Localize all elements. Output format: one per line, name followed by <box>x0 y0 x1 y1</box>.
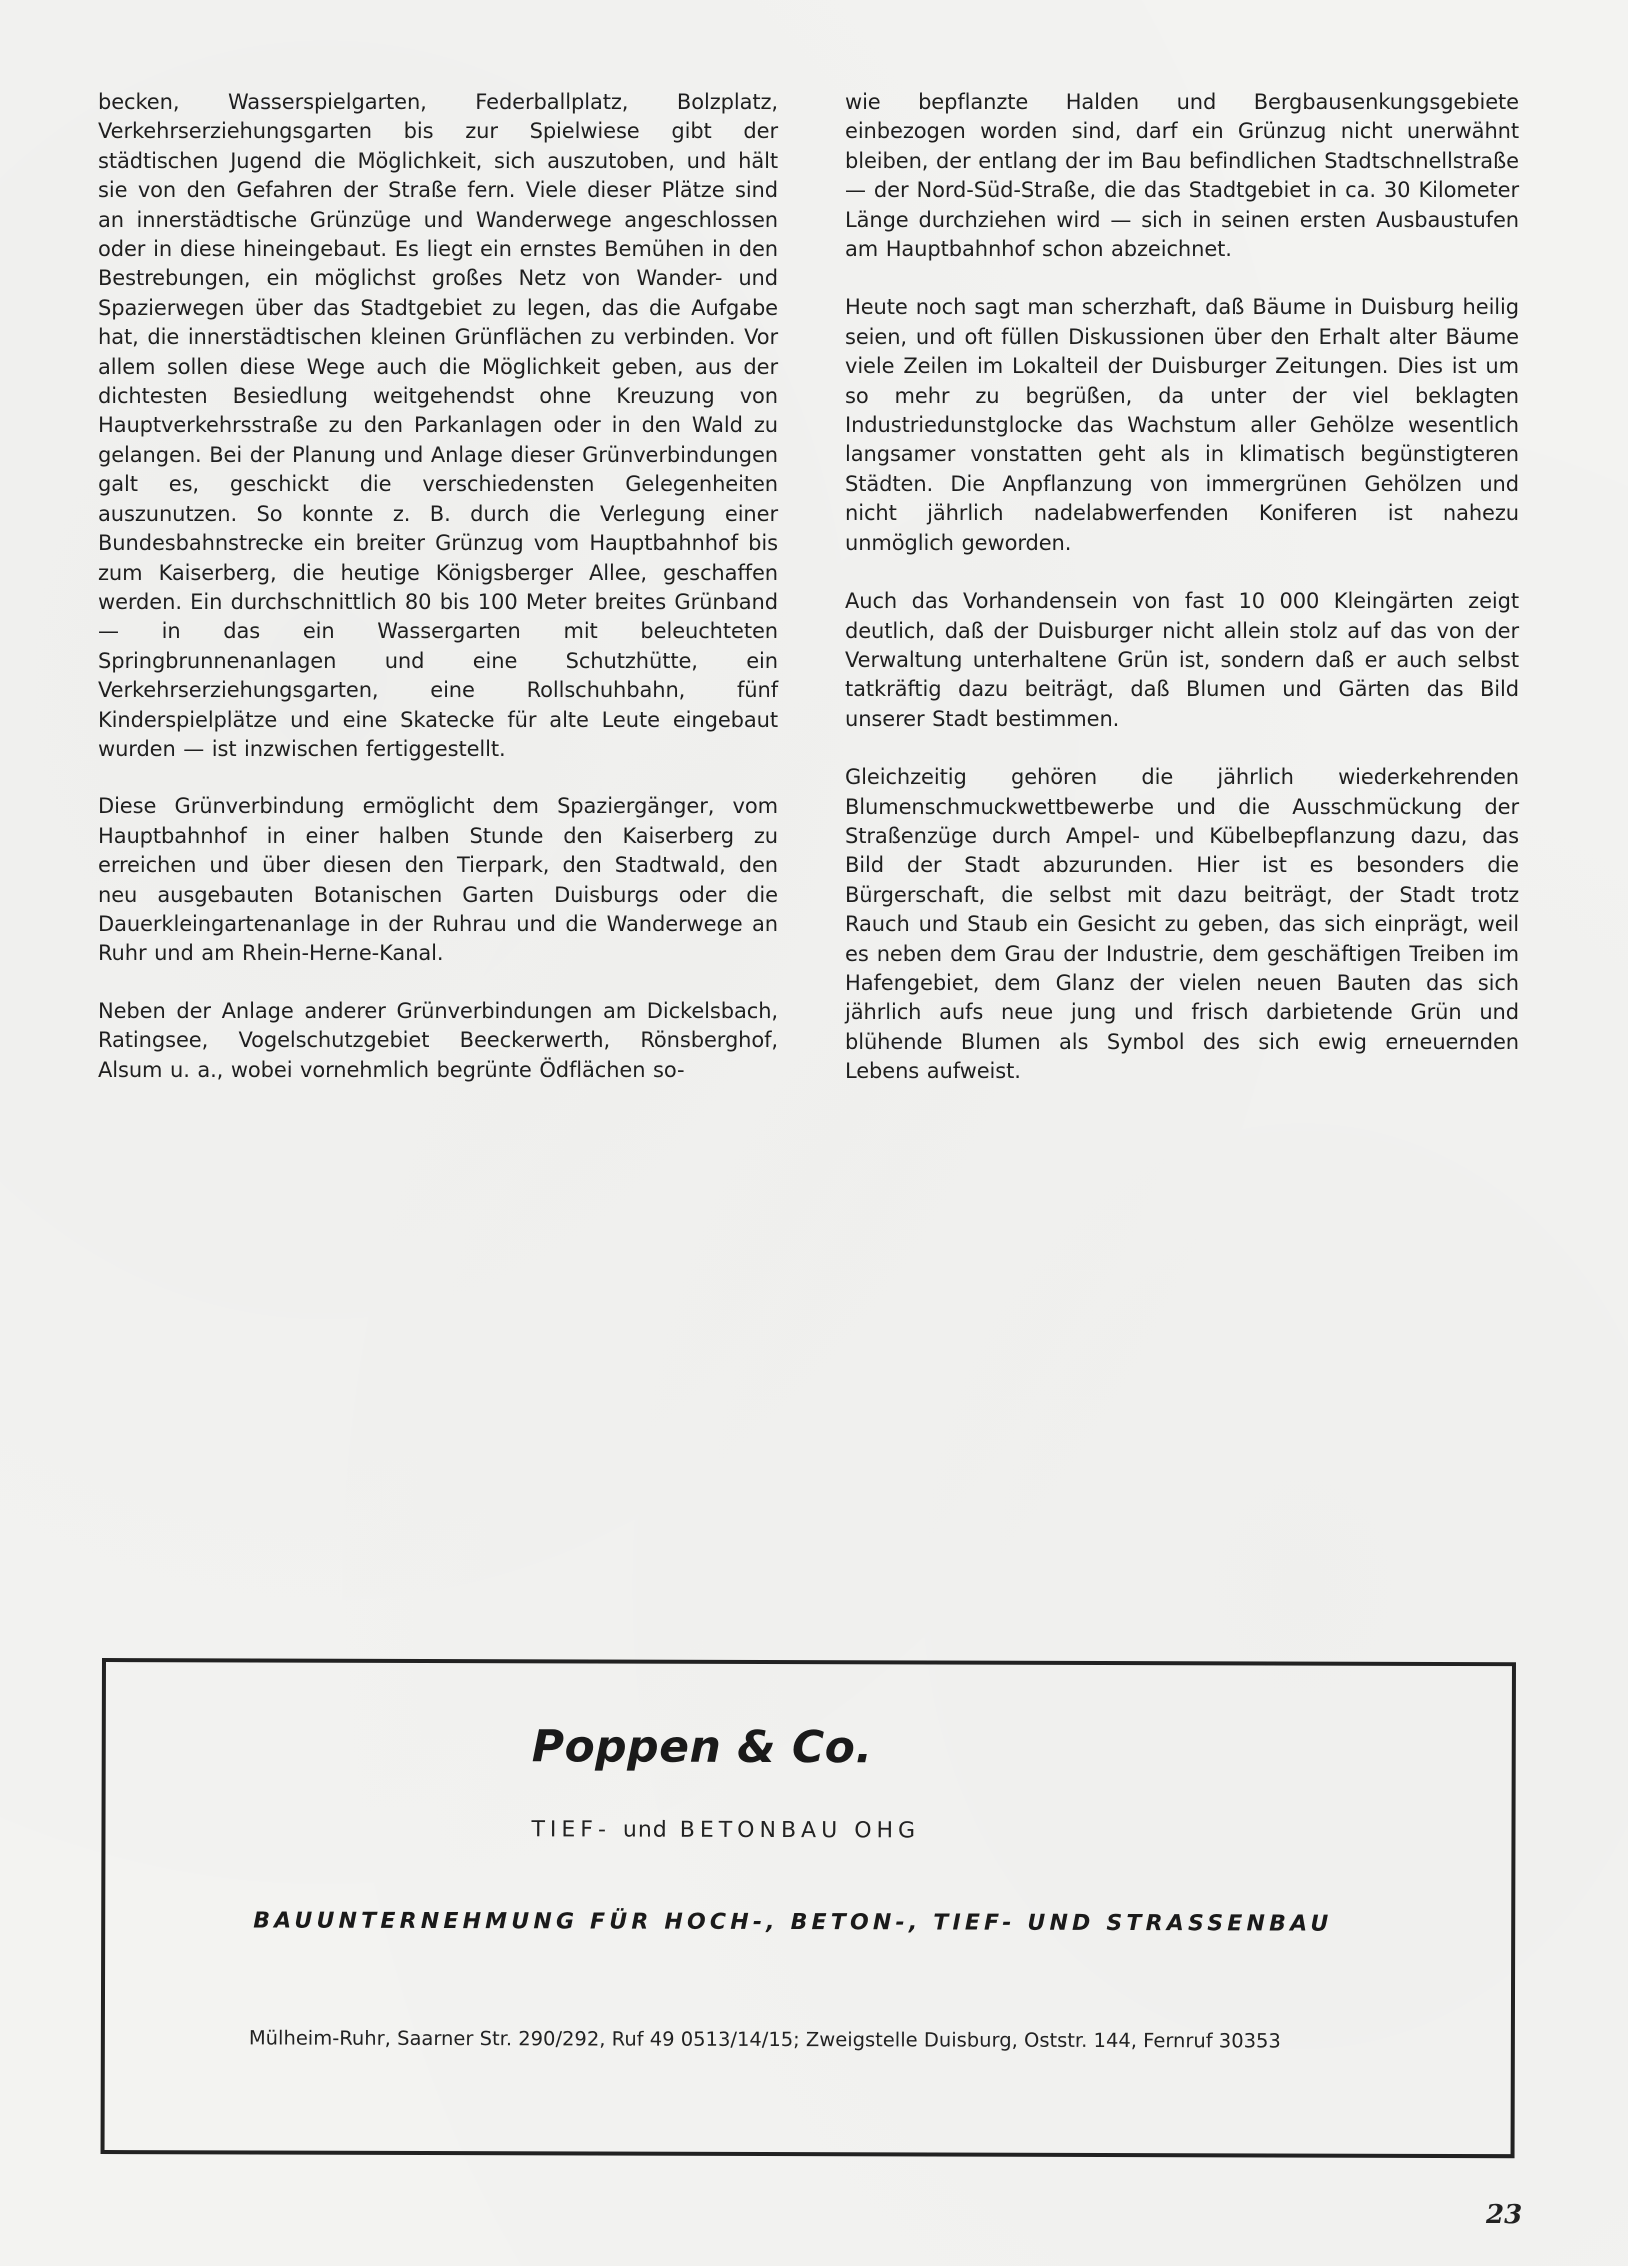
ad-company-name: Poppen & Co. <box>531 1721 873 1774</box>
ad-tagline: BAUUNTERNEHMUNG FÜR HOCH-, BETON-, TIEF- UND STRASSENBAU <box>253 1908 1333 1937</box>
left-text-column <box>98 88 778 1085</box>
ad-subtitle <box>531 1817 920 1843</box>
paragraph: Gleichzeitig gehören die jährlich wiederkehrenden Blumenschmuckwettbewerbe und die Ausschmückung der Straßenzüge durch Ampel- und Kübelbepflanzung dazu, das Bild der Stadt abzurunden. Hier ist es besonders die Bürgerschaft, die selbst mit dazu beiträgt, der Stadt trotz Rauch und Staub ein Gesicht zu geben, das sich einprägt, weil es neben dem Grau der Industrie, dem geschäftigen Treiben im Hafengebiet, dem Glanz der vielen neuen Bauten das sich jährlich aufs neue jung und frisch darbietende Grün und blühende Blumen als Symbol des sich ewig erneuernden Lebens aufweist. <box>845 765 1519 1084</box>
right-text-column <box>845 88 1519 1087</box>
advertisement-box <box>101 1658 1516 2158</box>
paragraph: Auch das Vorhandensein von fast 10 000 Kleingärten zeigt deutlich, daß der Duisburger nicht allein stolz auf das von der Verwaltung unterhaltene Grün ist, sondern daß er auch selbst tatkräftig dazu beiträgt, daß Blumen und Gärten das Bild unserer Stadt bestimmen. <box>845 589 1519 731</box>
paragraph: Diese Grünverbindung ermöglicht dem Spaziergänger, vom Hauptbahnhof in einer halben Stunde den Kaiserberg zu erreichen und über diesen den Tierpark, den Stadtwald, den neu ausgebauten Botanischen Garten Duisburgs oder die Dauerkleingartenanlage in der Ruhrau und die Wanderwege an Ruhr und am Rhein-Herne-Kanal. <box>98 794 778 966</box>
ad-subtitle-part: und <box>622 1817 668 1843</box>
paragraph: becken, Wasserspielgarten, Federballplatz, Bolzplatz, Verkehrserziehungsgarten bis zur Spielwiese gibt der städtischen Jugend die Möglichkeit, sich auszutoben, und hält sie von den Gefahren der Straße fern. Viele dieser Plätze sind an innerstädtische Grünzüge und Wanderwege angeschlossen oder in diese hineingebaut. Es liegt ein ernstes Bemühen in den Bestrebungen, ein möglichst großes Netz von Wander- und Spazierwegen über das Stadtgebiet zu legen, das die Aufgabe hat, die innerstädtischen kleinen Grünflächen zu verbinden. Vor allem sollen diese Wege auch die Möglichkeit geben, aus der dichtesten Besiedlung weitgehendst ohne Kreuzung von Hauptverkehrsstraße zu den Parkanlagen oder in den Wald zu gelangen. Bei der Planung und Anlage dieser Grünverbindungen galt es, geschickt die verschiedensten Gelegenheiten auszunutzen. So konnte z. B. durch die Verlegung einer Bundesbahnstrecke ein breiter Grünzug vom Hauptbahnhof bis zum Kaiserberg, die heutige Königsberger Allee, geschaffen werden. Ein durchschnittlich 80 bis 100 Meter breites Grünband — in das ein Wassergarten mit beleuchteten Springbrunnenanlagen und eine Schutzhütte, ein Verkehrserziehungsgarten, eine Rollschuhbahn, fünf Kinderspielplätze und eine Skatecke für alte Leute eingebaut wurden — ist inzwischen fertiggestellt. <box>98 90 778 761</box>
ad-subtitle-part: TIEF- <box>531 1817 611 1843</box>
ad-subtitle-part: BETONBAU OHG <box>679 1817 921 1844</box>
paragraph: Neben der Anlage anderer Grünverbindungen am Dickelsbach, Ratingsee, Vogelschutzgebiet Beeckerwerth, Rönsberghof, Alsum u. a., wobei vornehmlich begrünte Ödflächen so- <box>98 998 778 1082</box>
page-number: 23 <box>1486 2200 1523 2230</box>
ad-address: Mülheim-Ruhr, Saarner Str. 290/292, Ruf 49 0513/14/15; Zweigstelle Duisburg, Oststr. 144, Fernruf 30353 <box>248 2026 1281 2053</box>
paragraph: Heute noch sagt man scherzhaft, daß Bäume in Duisburg heilig seien, und oft füllen Diskussionen über den Erhalt alter Bäume viele Zeilen im Lokalteil der Duisburger Zeitungen. Dies ist um so mehr zu begrüßen, da unter der viel beklagten Industriedunstglocke das Wachstum aller Gehölze wesentlich langsamer vonstatten geht als in klimatisch begünstigteren Städten. Die Anpflanzung von immergrünen Gehölzen und nicht jährlich nadelabwerfenden Koniferen ist nahezu unmöglich geworden. <box>845 295 1519 555</box>
paragraph: wie bepflanzte Halden und Bergbausenkungsgebiete einbezogen worden sind, darf ein Grünzug nicht unerwähnt bleiben, der entlang der im Bau befindlichen Stadtschnellstraße — der Nord-Süd-Straße, die das Stadtgebiet in ca. 30 Kilometer Länge durchziehen wird — sich in seinen ersten Ausbaustufen am Hauptbahnhof schon abzeichnet. <box>845 90 1519 262</box>
